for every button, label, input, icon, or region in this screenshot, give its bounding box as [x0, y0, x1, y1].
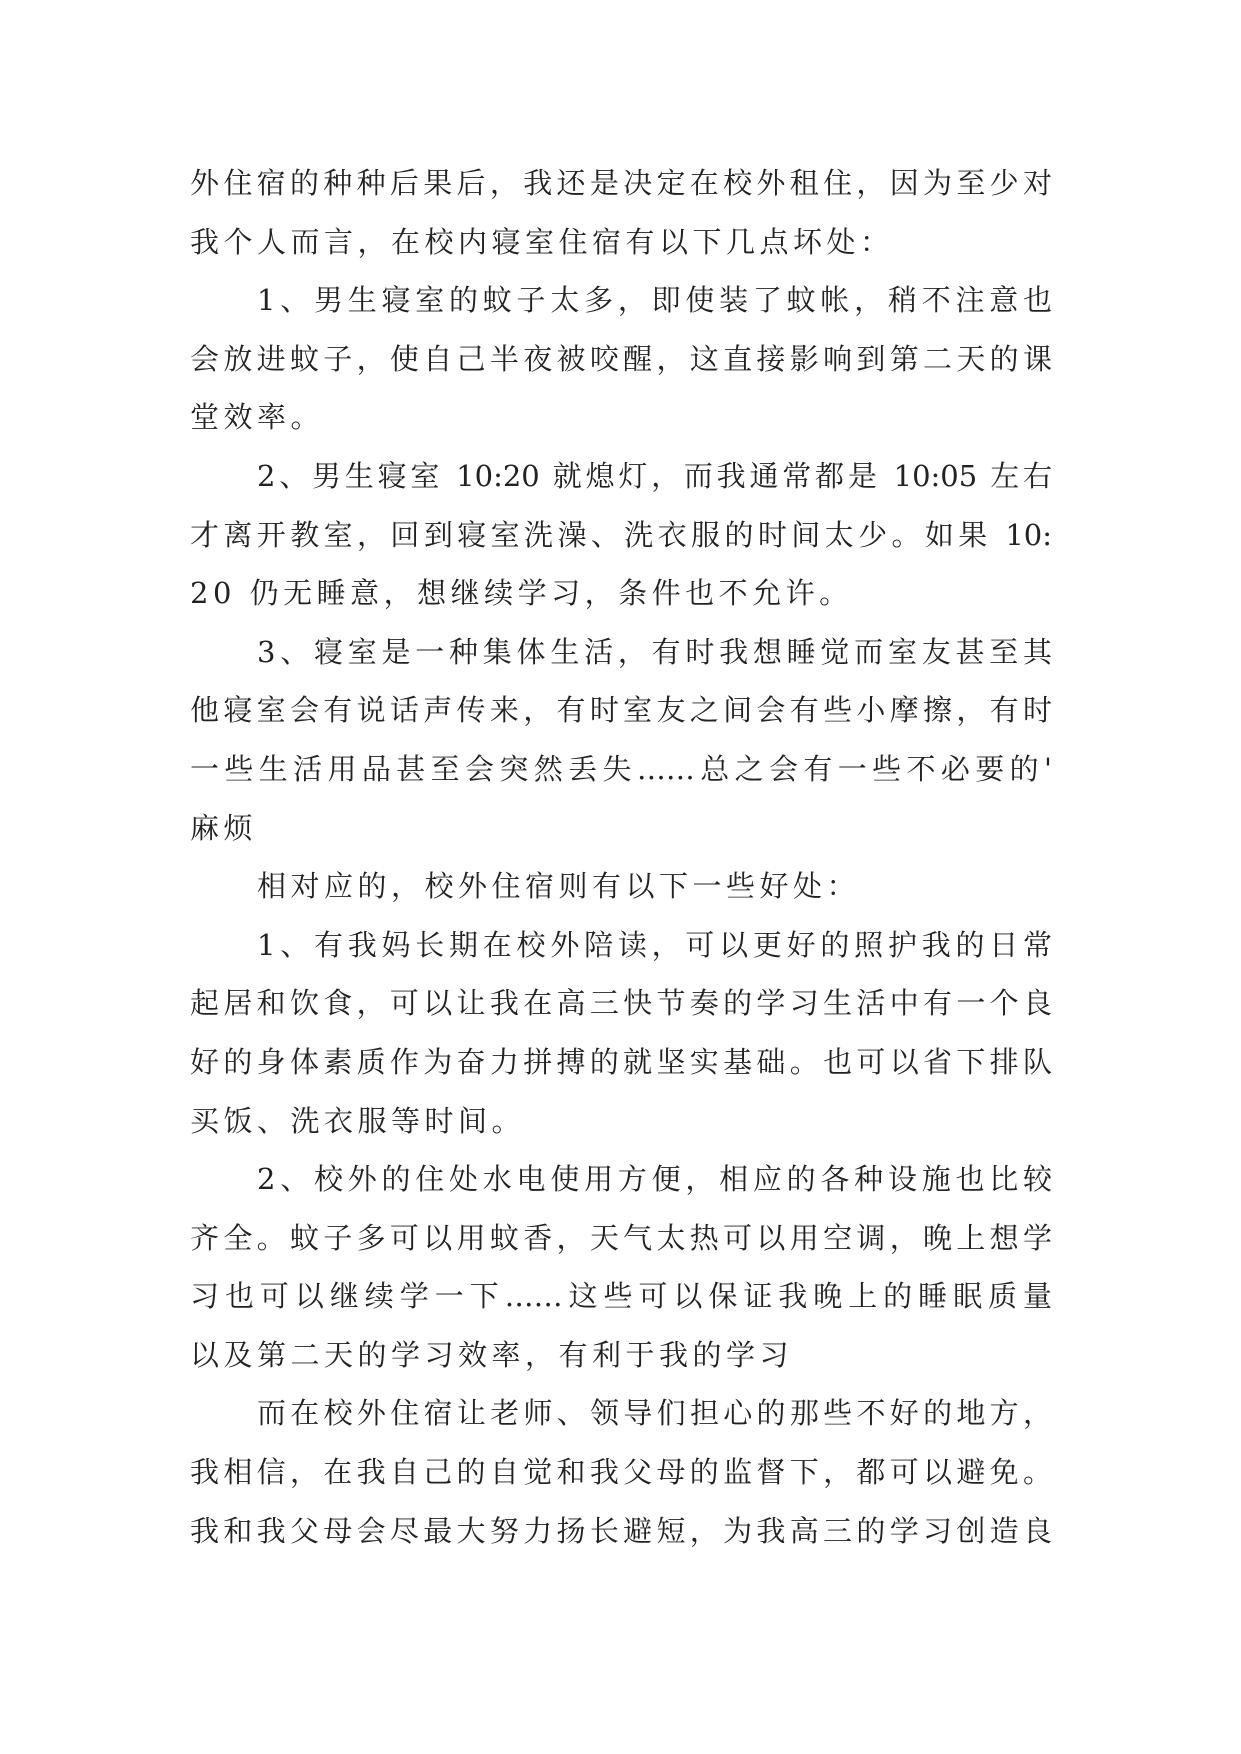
text-line: 好的身体素质作为奋力拼搏的就坚实基础。也可以省下排队	[190, 1044, 1052, 1079]
text-line: 习也可以继续学一下……这些可以保证我晚上的睡眠质量	[190, 1279, 1052, 1314]
list-item-1-line: 1、有我妈长期在校外陪读，可以更好的照护我的日常	[257, 927, 1052, 962]
text-line: 堂效率。	[190, 400, 325, 435]
text-line: 会放进蚊子，使自己半夜被咬醒，这直接影响到第二天的课	[190, 341, 1052, 376]
text-line: 以及第二天的学习效率，有利于我的学习	[190, 1337, 794, 1372]
paragraph-start-line: 相对应的，校外住宿则有以下一些好处：	[257, 869, 861, 904]
text-line: 外住宿的种种后果后，我还是决定在校外租住，因为至少对	[190, 166, 1052, 200]
document-body	[190, 154, 1052, 1560]
text-line: 20 仍无睡意，想继续学习，条件也不允许。	[190, 576, 853, 611]
list-item-3-line: 3、寝室是一种集体生活，有时我想睡觉而室友甚至其	[257, 634, 1052, 669]
text-line: 我和我父母会尽最大努力扬长避短，为我高三的学习创造良	[190, 1513, 1052, 1548]
text-line: 麻烦	[190, 810, 258, 845]
paragraph-start-line: 而在校外住宿让老师、领导们担心的那些不好的地方，	[257, 1396, 1052, 1431]
list-item-1-line: 1、男生寝室的蚊子太多，即使装了蚊帐，稍不注意也	[257, 283, 1052, 318]
text-line: 齐全。蚊子多可以用蚊香，天气太热可以用空调，晚上想学	[190, 1220, 1052, 1255]
text-line: 我相信，在我自己的自觉和我父母的监督下，都可以避免。	[190, 1455, 1052, 1490]
text-line: 他寝室会有说话声传来，有时室友之间会有些小摩擦，有时	[190, 693, 1052, 728]
text-line: 起居和饮食，可以让我在高三快节奏的学习生活中有一个良	[190, 986, 1052, 1021]
list-item-2-line: 2、校外的住处水电使用方便，相应的各种设施也比较	[257, 1162, 1052, 1197]
text-line: 我个人而言，在校内寝室住宿有以下几点坏处：	[190, 224, 894, 259]
text-line: 买饭、洗衣服等时间。	[190, 1103, 526, 1138]
text-line: 一些生活用品甚至会突然丢失……总之会有一些不必要的'	[190, 751, 1052, 786]
text-line: 才离开教室，回到寝室洗澡、洗衣服的时间太少。如果 10:	[190, 517, 1052, 552]
list-item-2-line: 2、男生寝室 10:20 就熄灯，而我通常都是 10:05 左右	[257, 458, 1052, 493]
